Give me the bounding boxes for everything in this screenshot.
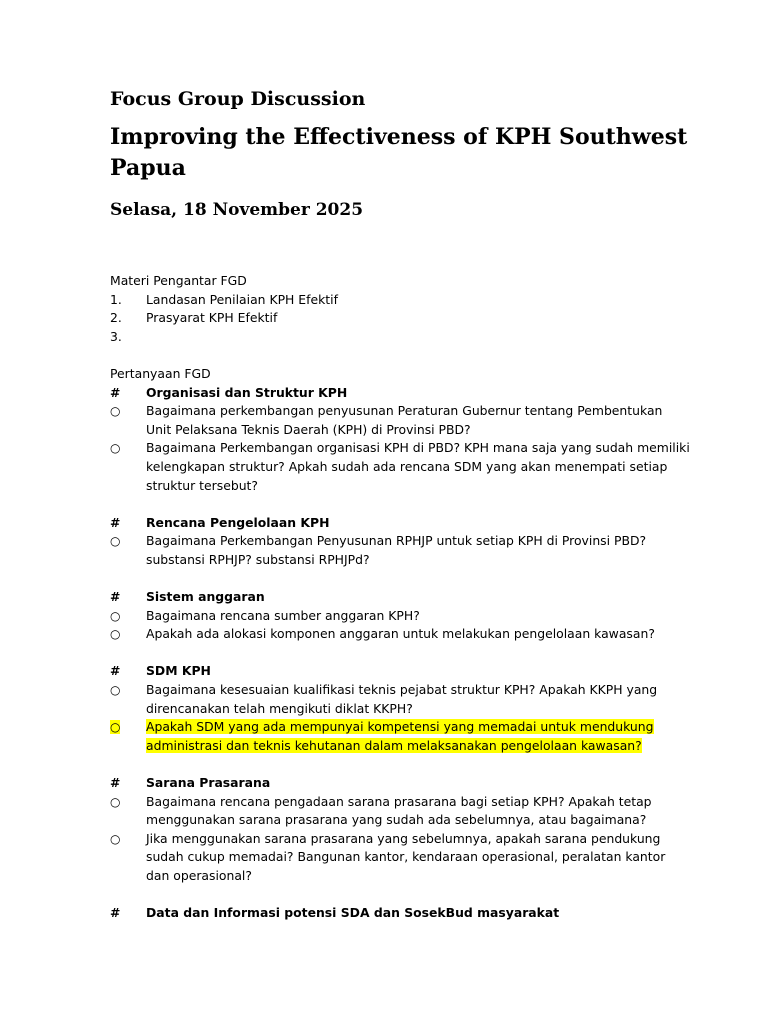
question-text: Bagaimana Perkembangan organisasi KPH di PBD? KPH mana saja yang sudah memiliki kelengkapan struktur? Apkah sudah ada rencana SDM yang akan menempati setiap struktur tersebut? [146, 440, 690, 493]
question-text: Bagaimana perkembangan penyusunan Peraturan Gubernur tentang Pembentukan Unit Pelaksana Teknis Daerah (KPH) di Provinsi PBD? [146, 403, 663, 437]
bullet-glyph: ○ [110, 794, 121, 809]
section-mark: # [110, 775, 121, 791]
bullet-circle-icon [110, 402, 146, 439]
list-item [110, 309, 690, 328]
spacer [110, 886, 690, 905]
question-text-block [146, 625, 690, 644]
question-text-block [146, 830, 690, 886]
question-item [110, 793, 690, 830]
question-text: Apakah SDM yang ada mempunyai kompetensi yang memadai untuk mendukung administrasi dan teknis kehutanan dalam melaksanakan pengelolaan kawasan? [146, 719, 654, 753]
bullet-circle-icon [110, 718, 146, 755]
question-item [110, 439, 690, 495]
bullet-circle-icon [110, 793, 146, 830]
list-item [110, 328, 690, 347]
bullet-circle-icon [110, 532, 146, 569]
section-mark: # [110, 514, 121, 530]
spacer [110, 346, 690, 365]
section-mark: # [110, 589, 121, 605]
question-item [110, 681, 690, 718]
pertanyaan-heading: Pertanyaan FGD [110, 365, 211, 381]
spacer [110, 570, 690, 589]
bullet-glyph: ○ [110, 831, 121, 846]
question-text: Bagaimana Perkembangan Penyusunan RPHJP untuk setiap KPH di Provinsi PBD? substansi RPHJP? substansi RPHJPd? [146, 533, 647, 567]
section-title: Sarana Prasarana [146, 775, 271, 791]
document-date: Selasa, 18 November 2025 [110, 200, 364, 220]
bullet-glyph: ○ [110, 534, 121, 549]
section-heading [110, 384, 690, 403]
section-title: Rencana Pengelolaan KPH [146, 514, 330, 530]
question-sections [110, 384, 690, 923]
question-text-block [146, 532, 690, 569]
materi-section [110, 272, 690, 923]
section-title: SDM KPH [146, 663, 211, 679]
bullet-circle-icon [110, 439, 146, 495]
bullet-glyph: ○ [110, 608, 121, 623]
question-item-highlighted [110, 718, 690, 755]
spacer [110, 644, 690, 663]
list-number: 1. [110, 291, 122, 307]
materi-heading: Materi Pengantar FGD [110, 273, 247, 288]
list-item-text: Landasan Penilaian KPH Efektif [146, 291, 338, 307]
question-item [110, 402, 690, 439]
spacer [110, 495, 690, 514]
question-item [110, 830, 690, 886]
question-item [110, 625, 690, 644]
list-item-text: Prasyarat KPH Efektif [146, 310, 278, 326]
document-content [110, 86, 690, 923]
question-text: Bagaimana kesesuaian kualifikasi teknis pejabat struktur KPH? Apakah KKPH yang direncanakan telah mengikuti diklat KKPH? [146, 682, 658, 716]
document-subtitle: Focus Group Discussion [110, 88, 366, 110]
section-mark: # [110, 384, 121, 400]
bullet-glyph: ○ [110, 404, 121, 419]
section-title: Sistem anggaran [146, 589, 265, 605]
bullet-circle-icon [110, 625, 146, 644]
section-heading [110, 904, 690, 923]
document-title: Improving the Effectiveness of KPH Southwest Papua [110, 124, 688, 181]
list-number: 2. [110, 310, 122, 326]
question-text: Bagaimana rencana sumber anggaran KPH? [146, 607, 420, 623]
section-mark: # [110, 663, 121, 679]
question-text: Apakah ada alokasi komponen anggaran untuk melakukan pengelolaan kawasan? [146, 626, 655, 642]
question-text-block [146, 607, 690, 626]
question-text: Jika menggunakan sarana prasarana yang sebelumnya, apakah sarana pendukung sudah cukup memadai? Bangunan kantor, kendaraan operasional, peralatan kantor dan operasional? [146, 830, 666, 883]
question-item [110, 607, 690, 626]
bullet-glyph: ○ [110, 720, 121, 735]
section-title: Organisasi dan Struktur KPH [146, 384, 348, 400]
bullet-glyph: ○ [110, 683, 121, 698]
section-heading [110, 514, 690, 533]
spacer [110, 755, 690, 774]
bullet-circle-icon [110, 681, 146, 718]
section-title: Data dan Informasi potensi SDA dan SosekBud masyarakat [146, 905, 560, 921]
bullet-glyph: ○ [110, 441, 121, 456]
bullet-circle-icon [110, 607, 146, 626]
bullet-glyph: ○ [110, 627, 121, 642]
section-heading [110, 662, 690, 681]
question-text-block [146, 402, 690, 439]
question-text-block [146, 439, 690, 495]
question-item [110, 532, 690, 569]
question-text-block [146, 793, 690, 830]
question-text-block [146, 718, 690, 755]
question-text: Bagaimana rencana pengadaan sarana prasarana bagi setiap KPH? Apakah tetap menggunakan sarana prasarana yang sudah ada sebelumnya, atau bagaimana? [146, 793, 652, 828]
list-item-text [146, 328, 690, 347]
list-item [110, 291, 690, 310]
section-heading [110, 588, 690, 607]
section-mark: # [110, 905, 121, 921]
bullet-circle-icon [110, 830, 146, 886]
question-text-block [146, 681, 690, 718]
section-heading [110, 774, 690, 793]
list-number: 3. [110, 328, 122, 344]
